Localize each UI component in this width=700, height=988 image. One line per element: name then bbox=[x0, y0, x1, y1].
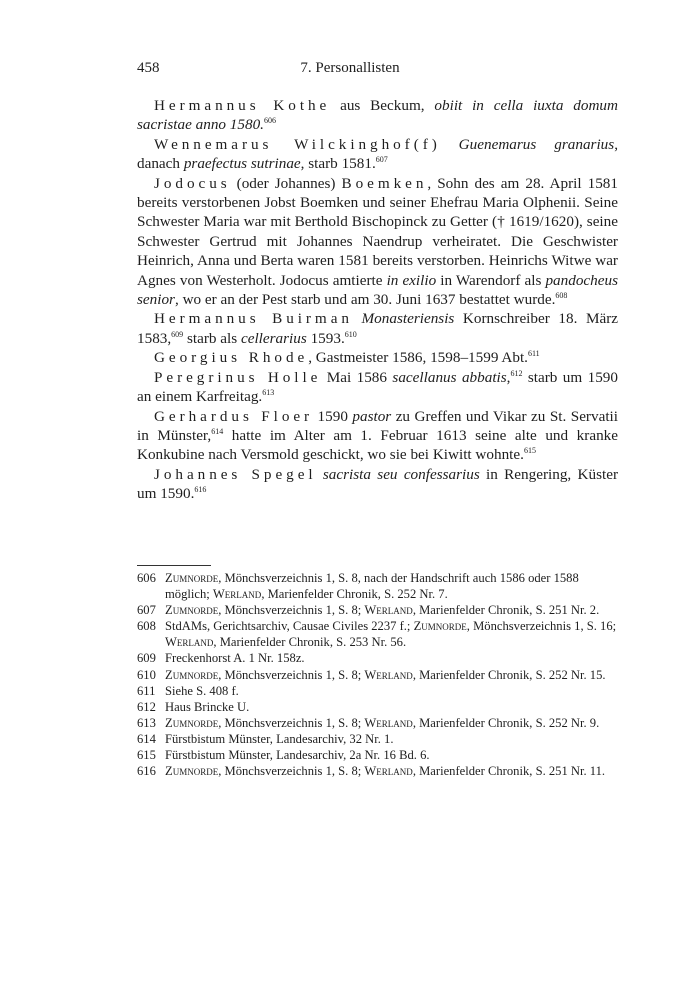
footnote-number: 612 bbox=[137, 699, 156, 714]
footnote-ref: 611 bbox=[527, 349, 540, 359]
person-name: Jodocus bbox=[154, 174, 231, 192]
entry-buirman: Hermannus Buirman Monasteriensis Kornschreiber 18. März 1583,$^{609}$ starb als cellerarius 1593.$^{610}$ bbox=[137, 310, 618, 347]
person-name: Wennemarus Wilckinghof(f) bbox=[154, 135, 441, 153]
person-name: Boemken bbox=[341, 174, 428, 192]
footnote-divider bbox=[137, 565, 211, 566]
footnote-ref: 612 bbox=[510, 368, 523, 378]
entry-spegel: Johannes Spegel sacrista seu confessarius in Rengering, Küster um 1590.$^{616}$ bbox=[137, 465, 619, 503]
entry-rhode: Georgius Rhode, Gastmeister 1586, 1598–1599 Abt.$^{611}$ bbox=[154, 349, 540, 367]
footnote-ref: 608 bbox=[555, 291, 568, 301]
footnote-number: 609 bbox=[137, 651, 156, 666]
footnote-616: 616 Zumnorde, Mönchsverzeichnis 1, S. 8; Werland, Marienfelder Chronik, S. 251 Nr. 11. bbox=[137, 764, 606, 779]
footnote-609: 609 Freckenhorst A. 1 Nr. 158z. bbox=[137, 651, 305, 666]
entry-floer: Gerhardus Floer 1590 pastor zu Greffen und Vikar zu St. Servatii in Münster,$^{614}$ hatte im Alter am 1. Februar 1613 seine alte und kranke Konkubine nach Versmold geschickt, wo sie bei Kiwitt wohnte.$^{615}$ bbox=[137, 407, 618, 464]
footnote-ref: 606 bbox=[263, 116, 276, 126]
person-name: Hermannus Buirman bbox=[154, 310, 353, 328]
footnote-number: 616 bbox=[137, 764, 156, 779]
footnote-606: 606 Zumnorde, Mönchsverzeichnis 1, S. 8, nach der Handschrift auch 1586 oder 1588 möglich; Werland, Marienfelder Chronik, S. 252 Nr. 7. bbox=[137, 571, 579, 602]
entry-boemken: Jodocus (oder Johannes) Boemken, Sohn des am 28. April 1581 bereits verstorbenen Jobst Boemken und seiner Ehefrau Maria Olphenii. Seine Schwester Maria war mit Berthold Bischopinck zu Getter († 1619/1620), seine Schwester Gertrud mit Johannes Naendrup verheiratet. Die Geschwister Heinrich, Anna und Berta waren 1581 bereits verstorben. Heinrichs Witwe war Agnes von Westerholt. Jodocus amtierte in exilio in Warendorf als pandocheus senior, wo er an der Pest starb und am 30. Juni 1637 bestattet wurde.$^{608}$ bbox=[137, 174, 618, 309]
entry-wilckinghof: Wennemarus Wilckinghof(f) Guenemarus granarius, danach praefectus sutrinae, starb 1581.$^{607}$ bbox=[137, 135, 618, 173]
footnote-611: 611 Siehe S. 408 f. bbox=[137, 683, 239, 698]
footnote-ref: 610 bbox=[344, 329, 357, 339]
footnotes bbox=[137, 570, 618, 779]
person-name: Peregrinus Holle bbox=[154, 368, 322, 386]
footnote-614: 614 Fürstbistum Münster, Landesarchiv, 32 Nr. 1. bbox=[137, 731, 394, 746]
footnote-number: 615 bbox=[137, 748, 156, 763]
footnote-ref: 615 bbox=[523, 446, 536, 456]
person-name: Johannes Spegel bbox=[154, 465, 317, 483]
person-name: Georgius Rhode bbox=[154, 349, 309, 367]
footnote-608: 608 StdAMs, Gerichtsarchiv, Causae Civiles 2237 f.; Zumnorde, Mönchsverzeichnis 1, S. 16; Werland, Marienfelder Chronik, S. 253 Nr. 56. bbox=[137, 619, 617, 650]
footnote-number: 610 bbox=[137, 667, 156, 682]
footnote-number: 608 bbox=[137, 619, 156, 634]
footnote-615: 615 Fürstbistum Münster, Landesarchiv, 2a Nr. 16 Bd. 6. bbox=[137, 748, 430, 763]
footnote-ref: 607 bbox=[375, 155, 388, 165]
footnote-number: 611 bbox=[137, 683, 156, 698]
footnote-number: 614 bbox=[137, 731, 156, 746]
person-name: Hermannus Kothe bbox=[154, 97, 331, 114]
footnote-number: 613 bbox=[137, 715, 156, 730]
footnote-610: 610 Zumnorde, Mönchsverzeichnis 1, S. 8; Werland, Marienfelder Chronik, S. 252 Nr. 15. bbox=[137, 667, 606, 682]
footnote-613: 613 Zumnorde, Mönchsverzeichnis 1, S. 8; Werland, Marienfelder Chronik, S. 252 Nr. 9. bbox=[137, 715, 600, 730]
page-number: 458 bbox=[137, 60, 160, 76]
footnote-607: 607 Zumnorde, Mönchsverzeichnis 1, S. 8; Werland, Marienfelder Chronik, S. 251 Nr. 2. bbox=[137, 603, 600, 618]
footnote-ref: 616 bbox=[194, 485, 207, 495]
footnote-ref: 614 bbox=[211, 426, 224, 436]
entry-holle: Peregrinus Holle Mai 1586 sacellanus abbatis,$^{612}$ starb um 1590 an einem Karfreitag.$^{613}$ bbox=[137, 368, 618, 406]
person-name: Gerhardus Floer bbox=[154, 407, 314, 425]
footnote-612: 612 Haus Brincke U. bbox=[137, 699, 250, 714]
footnote-number: 607 bbox=[137, 603, 156, 618]
entry-kothe: Hermannus Kothe aus Beckum, obiit in cella iuxta domum sacristae anno 1580.$^{606}$ bbox=[137, 97, 618, 134]
footnote-number: 606 bbox=[137, 571, 156, 585]
footnote-ref: 609 bbox=[171, 329, 184, 339]
main-text bbox=[137, 96, 618, 504]
footnote-ref: 613 bbox=[262, 388, 275, 398]
running-title: 7. Personallisten bbox=[300, 60, 400, 76]
